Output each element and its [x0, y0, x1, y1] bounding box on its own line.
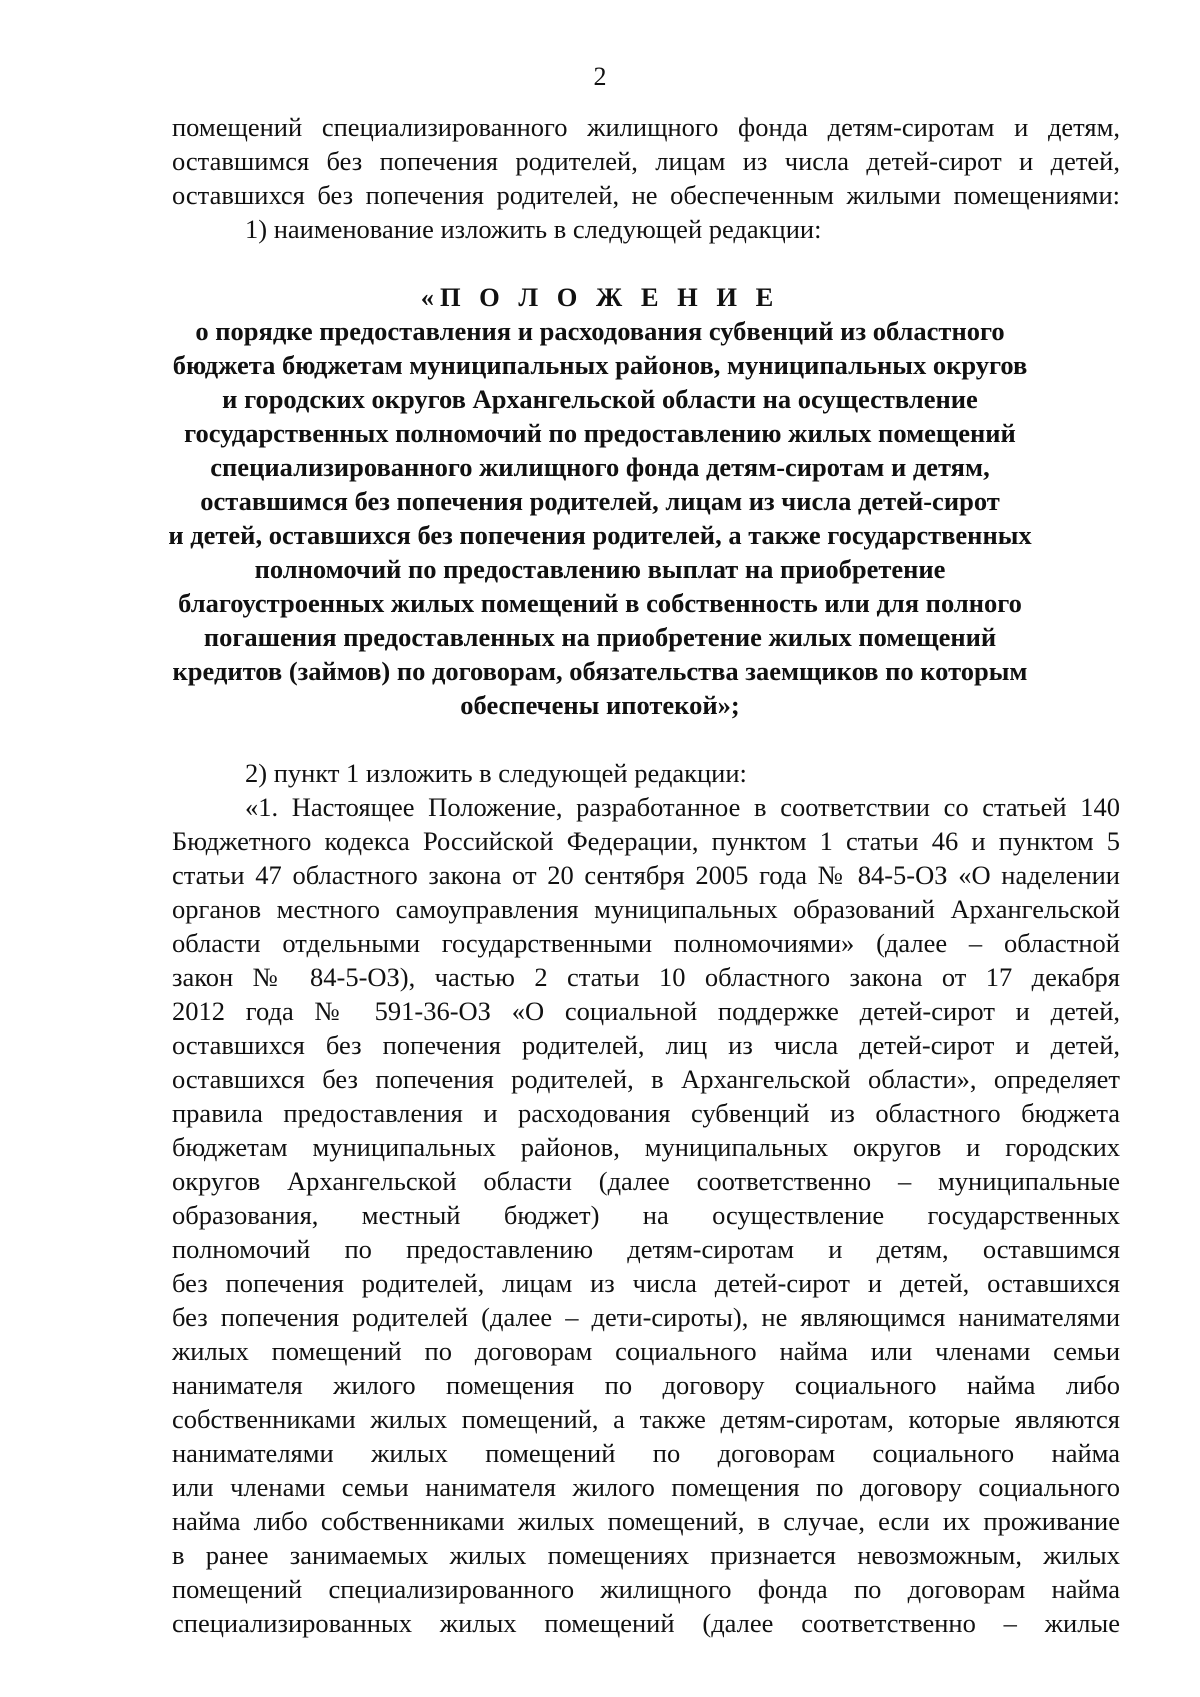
intro-line-3: оставшихся без попечения родителей, не обеспеченным жилыми помещениями: [172, 180, 1120, 210]
paragraph-1-line: оставшихся без попечения родителей, лиц из числа детей-сирот и детей, [172, 1030, 1120, 1060]
paragraph-1-line: жилых помещений по договорам социального найма или членами семьи [172, 1336, 1120, 1366]
paragraph-1-line: образования, местный бюджет) на осуществление государственных [172, 1200, 1120, 1230]
paragraph-1-line: правила предоставления и расходования субвенций из областного бюджета [172, 1098, 1120, 1128]
item-2-text: 2) пункт 1 изложить в следующей редакции: [245, 758, 747, 788]
paragraph-1-line: оставшихся без попечения родителей, в Архангельской области», определяет [172, 1064, 1120, 1094]
paragraph-1-line: или членами семьи нанимателя жилого помещения по договору социального [172, 1472, 1120, 1502]
regulation-heading: «П О Л О Ж Е Н И Е [420, 282, 780, 312]
regulation-title-line-6: оставшимся без попечения родителей, лицам из числа детей-сирот [200, 486, 1000, 516]
paragraph-1-line: найма либо собственниками жилых помещений, в случае, если их проживание [172, 1506, 1120, 1536]
regulation-title-line-3: и городских округов Архангельской области на осуществление [222, 384, 978, 414]
paragraph-1-line: полномочий по предоставлению детям-сиротам и детям, оставшимся [172, 1234, 1120, 1264]
paragraph-1-line: 2012 года № 591-36-ОЗ «О социальной поддержке детей-сирот и детей, [172, 996, 1120, 1026]
paragraph-1-line: бюджетам муниципальных районов, муниципальных округов и городских [172, 1132, 1120, 1162]
regulation-title-line-1: о порядке предоставления и расходования субвенций из областного [195, 316, 1005, 346]
paragraph-1-line: помещений специализированного жилищного фонда по договорам найма [172, 1574, 1120, 1604]
paragraph-1-line: без попечения родителей (далее – дети-сироты), не являющимся нанимателями [172, 1302, 1120, 1332]
intro-line-1: помещений специализированного жилищного фонда детям-сиротам и детям, [172, 112, 1120, 142]
paragraph-1-line: в ранее занимаемых жилых помещениях признается невозможным, жилых [172, 1540, 1120, 1570]
paragraph-1-line: собственниками жилых помещений, а также детям-сиротам, которые являются [172, 1404, 1120, 1434]
regulation-title-line-11: кредитов (займов) по договорам, обязательства заемщиков по которым [172, 656, 1028, 686]
intro-line-2: оставшимся без попечения родителей, лицам из числа детей-сирот и детей, [172, 146, 1120, 176]
item-1-text: 1) наименование изложить в следующей редакции: [245, 214, 822, 244]
paragraph-1-line: нанимателями жилых помещений по договорам социального найма [172, 1438, 1120, 1468]
regulation-title-line-4: государственных полномочий по предоставлению жилых помещений [184, 418, 1016, 448]
paragraph-1-line: без попечения родителей, лицам из числа детей-сирот и детей, оставшихся [172, 1268, 1120, 1298]
regulation-title-line-7: и детей, оставшихся без попечения родителей, а также государственных [168, 520, 1032, 550]
paragraph-1-line: органов местного самоуправления муниципальных образований Архангельской [172, 894, 1120, 924]
page-number: 2 [593, 62, 607, 91]
regulation-title-line-10: погашения предоставленных на приобретение жилых помещений [203, 622, 997, 652]
regulation-title-line-5: специализированного жилищного фонда детям-сиротам и детям, [210, 452, 990, 482]
paragraph-1-line: специализированных жилых помещений (далее соответственно – жилые [172, 1608, 1120, 1638]
paragraph-1-line: области отдельными государственными полномочиями» (далее – областной [172, 928, 1120, 958]
paragraph-1-first-line: «1. Настоящее Положение, разработанное в соответствии со статьей 140 [245, 792, 1120, 822]
paragraph-1-line: Бюджетного кодекса Российской Федерации, пунктом 1 статьи 46 и пунктом 5 [172, 826, 1120, 856]
paragraph-1-line: нанимателя жилого помещения по договору социального найма либо [172, 1370, 1120, 1400]
regulation-title-line-8: полномочий по предоставлению выплат на приобретение [254, 554, 946, 584]
regulation-title-line-12: обеспечены ипотекой»; [460, 690, 740, 720]
paragraph-1-line: округов Архангельской области (далее соответственно – муниципальные [172, 1166, 1120, 1196]
paragraph-1-line: закон № 84-5-ОЗ), частью 2 статьи 10 областного закона от 17 декабря [172, 962, 1120, 992]
regulation-title-line-2: бюджета бюджетам муниципальных районов, муниципальных округов [172, 350, 1028, 380]
paragraph-1-line: статьи 47 областного закона от 20 сентября 2005 года № 84-5-ОЗ «О наделении [172, 860, 1120, 890]
regulation-title-line-9: благоустроенных жилых помещений в собственность или для полного [178, 588, 1022, 618]
